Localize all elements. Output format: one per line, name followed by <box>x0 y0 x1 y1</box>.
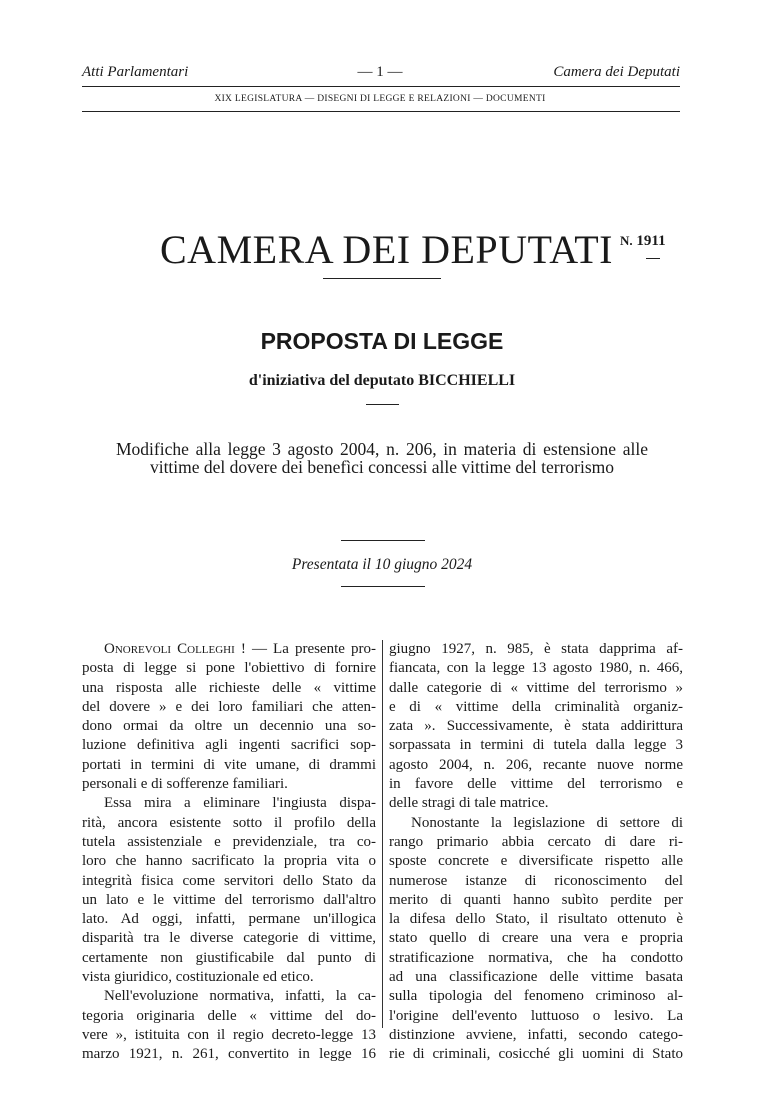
initiative-prefix: d'iniziativa del deputato <box>248 372 415 389</box>
body-line: Nonostante la legislazione di settore di <box>411 814 683 831</box>
body-line: Essa mira a eliminare l'ingiusta dispa- <box>104 795 376 812</box>
header-right: Camera dei Deputati <box>553 64 680 80</box>
body-line: dono ormai da oltre un decennio una so- <box>82 718 376 735</box>
page-number: — 1 — <box>357 64 403 80</box>
body-line: stratificazione normativa, che ha condotto <box>389 949 683 966</box>
body-line: distinzione avviene, infatti, secondo catego- <box>389 1026 683 1043</box>
body-line: integrità fisica come servitori dello Stato da <box>82 872 376 889</box>
body-line: rango primario abbia cercato di dare ri- <box>389 833 683 850</box>
body-line: Nell'evoluzione normativa, infatti, la ca- <box>104 988 376 1005</box>
body-line: dalle categorie di « vittime del terrorismo » <box>389 679 683 696</box>
chamber-name: CAMERA DEI DEPUTATI <box>160 227 613 272</box>
body-line-text: ! — La presente pro- <box>234 641 376 657</box>
body-line <box>82 640 376 659</box>
body-line: l'origine dell'evento luttuoso o lesivo. La <box>389 1007 683 1024</box>
bill-number-value: 1911 <box>636 233 666 249</box>
body-line: giugno 1927, n. 985, è stata dapprima af- <box>389 641 683 657</box>
column-divider <box>382 640 383 1028</box>
body-line: la difesa dello Stato, il risultato ottenuto è <box>389 911 683 928</box>
bill-title: Modifiche alla legge 3 agosto 2004, n. 206, in materia di estensione alle vittime del dovere dei benefìci concessi alle vittime del terrorismo <box>116 439 648 477</box>
body-line: ad una classificazione delle vittime basata <box>389 969 683 986</box>
initiative-rule <box>366 404 399 405</box>
body-line: stato quello di creare una vera e propria <box>389 930 683 947</box>
bill-number-label: N. <box>620 233 633 248</box>
initiative-line <box>0 372 760 390</box>
body-line: numerose istanze di riconoscimento del <box>389 872 683 889</box>
salutation: Onorevoli Colleghi <box>104 641 235 657</box>
body-line: agosto 2004, n. 206, recante nuove norme <box>389 756 683 773</box>
header-left: Atti Parlamentari <box>82 64 189 80</box>
body-line: tegoria originaria delle « vittime del do- <box>82 1007 376 1024</box>
body-line: una risposta alle richieste delle « vittime <box>82 679 376 696</box>
body-line: marzo 1921, n. 261, convertito in legge 16 <box>82 1046 376 1063</box>
body-line: zata ». Successivamente, è stata addirittura <box>389 718 683 735</box>
body-line: lato. Ad oggi, infatti, permane un'illogica <box>82 911 376 928</box>
body-line: luzione definitiva agli ingenti sacrifici sop- <box>82 737 376 754</box>
body-line: in favore delle vittime del terrorismo e <box>389 776 683 793</box>
body-line: e di « vittime della criminalità organiz- <box>389 698 683 715</box>
header-subtitle: XIX LEGISLATURA — DISEGNI DI LEGGE E RELAZIONI — DOCUMENTI <box>214 94 546 104</box>
title-rule-top <box>341 540 425 541</box>
body-line: sulla tipologia del fenomeno criminoso al- <box>389 988 683 1005</box>
body-line: certamente non giustificabile dal punto di <box>82 949 376 966</box>
proposal-type: PROPOSTA DI LEGGE <box>260 328 504 354</box>
bill-number-dash <box>646 258 660 259</box>
body-line: vista giuridico, costituzionale ed etico. <box>82 969 314 986</box>
body-line: un lato e le vittime del terrorismo dall'altro <box>82 891 376 908</box>
presentation-date: Presentata il 10 giugno 2024 <box>291 556 473 573</box>
chamber-rule <box>323 278 441 279</box>
body-line: rità, ancora esistente sotto il profilo della <box>82 814 376 831</box>
body-line: fiancata, con la legge 13 agosto 1980, n. 466, <box>389 660 683 677</box>
body-line: posta di legge si pone l'obiettivo di fornire <box>82 660 376 677</box>
body-line: sposte concrete e diversificate rispetto alle <box>389 853 683 870</box>
header-rule-bottom <box>82 111 680 112</box>
body-line: delle stragi di tale matrice. <box>389 795 549 812</box>
body-line: del dovere » e dei loro familiari che atten- <box>82 698 376 715</box>
body-line: tutela assistenziale e previdenziale, tra co- <box>82 833 376 850</box>
title-rule-bottom <box>341 586 425 587</box>
body-column-left <box>82 640 376 1065</box>
header-rule <box>82 86 680 87</box>
body-line: merito di quanti hanno subìto perdite per <box>389 891 683 908</box>
body-column-right <box>389 640 683 1065</box>
bill-number <box>620 233 666 250</box>
body-line: disparità tra le diverse categorie di vittime, <box>82 930 376 947</box>
body-line: portati in termini di vite umane, di drammi <box>82 756 376 773</box>
body-line: sorpassata in termini di tutela dalla legge 3 <box>389 737 683 754</box>
body-line: personali e di sofferenze familiari. <box>82 776 288 793</box>
deputy-name: BICCHIELLI <box>418 372 516 389</box>
body-line: vere », istituita con il regio decreto-legge 13 <box>82 1026 376 1043</box>
body-line: rie di criminali, cosicché gli uomini di Stato <box>389 1046 683 1063</box>
body-line: loro che hanno sacrificato la propria vita o <box>82 853 376 870</box>
